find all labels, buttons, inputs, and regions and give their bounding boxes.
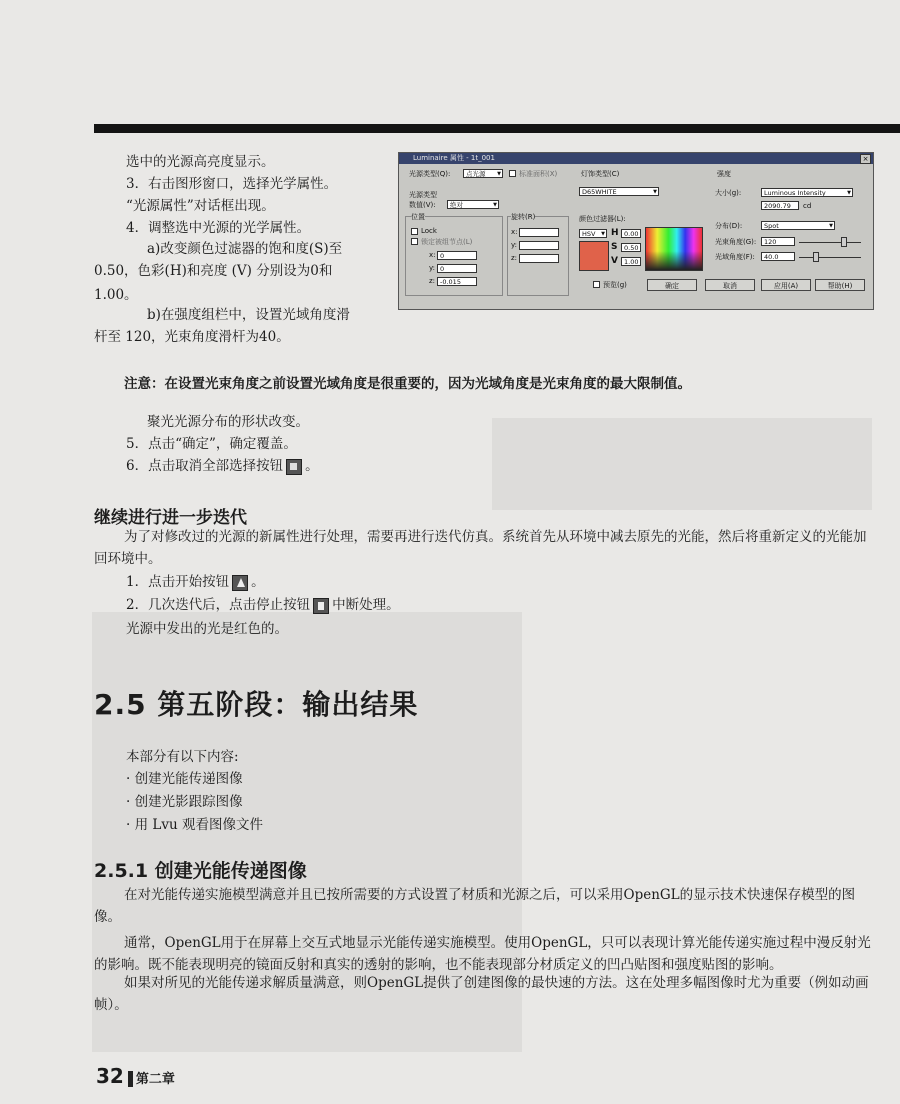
rot-z-field[interactable] bbox=[519, 254, 559, 263]
start-icon bbox=[232, 575, 248, 591]
rot-y-label: y: bbox=[511, 241, 517, 249]
pos-z-field[interactable]: -0.015 bbox=[437, 277, 477, 286]
step-line: 聚光光源分布的形状改变。 bbox=[147, 414, 309, 430]
field-angle-label: 光域角度(F): bbox=[715, 253, 755, 261]
beam-angle-field[interactable]: 120 bbox=[761, 237, 795, 246]
intro-line: 选中的光源高亮度显示。 bbox=[126, 154, 275, 170]
area-checkbox[interactable] bbox=[509, 170, 516, 177]
preview-checkbox[interactable] bbox=[593, 281, 600, 288]
lock-checkbox[interactable] bbox=[411, 228, 418, 235]
value-label: 数值(V): bbox=[409, 201, 436, 209]
lock-node-label: 锁定被组节点(L) bbox=[421, 238, 473, 246]
lamp-type-label: 灯饰类型(C) bbox=[581, 170, 620, 178]
sat-field[interactable]: 0.50 bbox=[621, 243, 641, 252]
filter-mode-select[interactable]: HSV ▼ bbox=[579, 229, 607, 238]
section-title: 2.5 第五阶段：输出结果 bbox=[94, 688, 419, 721]
dialog-title: Luminaire 属性 - 1t_001 bbox=[413, 154, 495, 162]
dialog-titlebar bbox=[399, 153, 873, 164]
page-number: 32 bbox=[96, 1064, 124, 1088]
subsection-title: 2.5.1 创建光能传递图像 bbox=[94, 860, 307, 882]
cancel-button[interactable]: 取消 bbox=[705, 279, 755, 291]
stop-icon bbox=[313, 598, 329, 614]
iterate-step2-suffix: 中断处理。 bbox=[332, 597, 400, 613]
iterate-heading: 继续进行进一步迭代 bbox=[94, 508, 247, 528]
intro-line: 1.00。 bbox=[94, 287, 138, 303]
field-angle-slider[interactable] bbox=[799, 257, 861, 258]
subsection-p2-text: 通常，OpenGL用于在屏幕上交互式地显示光能传递实施模型。使用OpenGL，只可以表现计算光能传递实施过程中漫反射光的影响。既不能表现明亮的镜面反射和真实的透射的影响，也不能表现部分材质定义的凹凸贴图和强度贴图的影响。 bbox=[94, 935, 871, 973]
field-angle-field[interactable]: 40.0 bbox=[761, 252, 795, 261]
luminaire-properties-dialog bbox=[398, 152, 874, 310]
hue-label: H bbox=[611, 228, 619, 238]
iterate-step2 bbox=[126, 596, 400, 614]
deselect-all-icon bbox=[286, 459, 302, 475]
page-footer bbox=[96, 1064, 175, 1088]
intro-line: 3．右击图形窗口，选择光学属性。 bbox=[126, 176, 338, 192]
rot-y-field[interactable] bbox=[519, 241, 559, 250]
apply-button[interactable]: 应用(A) bbox=[761, 279, 811, 291]
area-check-label: 标准面积(X) bbox=[519, 170, 558, 178]
close-icon[interactable]: × bbox=[860, 154, 871, 164]
subsection-p1-text: 在对光能传递实施模型满意并且已按所需要的方式设置了材质和光源之后，可以采用OpenGL的显示技术快速保存模型的图像。 bbox=[94, 887, 856, 925]
size-label: 大小(g): bbox=[715, 189, 742, 197]
distribution-select[interactable]: Spot ▼ bbox=[761, 221, 835, 230]
chapter-label: 第二章 bbox=[135, 1072, 175, 1087]
beam-angle-knob[interactable] bbox=[841, 237, 847, 247]
iterate-step1 bbox=[126, 573, 265, 591]
iterate-para-text: 为了对修改过的光源的新属性进行处理，需要再进行迭代仿真。系统首先从环境中减去原先的光能，然后将重新定义的光能加回环境中。 bbox=[94, 529, 867, 567]
subsection-p1 bbox=[94, 884, 878, 928]
preview-label: 预览(g) bbox=[603, 281, 627, 289]
intro-line: b)在强度组栏中，设置光域角度滑 bbox=[147, 307, 350, 323]
section-bullet: · 创建光能传递图像 bbox=[126, 771, 243, 787]
intro-line: 杆至 120，光束角度滑杆为40。 bbox=[94, 329, 290, 345]
pos-x-label: x: bbox=[429, 251, 436, 259]
subsection-p3-text: 如果对所见的光能传递求解质量满意，则OpenGL提供了创建图像的最快速的方法。这在处理多幅图像时尤为重要（例如动画帧）。 bbox=[94, 975, 869, 1013]
section-bullet: · 创建光影跟踪图像 bbox=[126, 794, 243, 810]
filter-label: 颜色过滤器(L): bbox=[579, 215, 626, 223]
step-line: 5．点击“确定”，确定覆盖。 bbox=[126, 436, 297, 452]
iterate-step1-text: 1．点击开始按钮 bbox=[126, 574, 230, 590]
light-type-label: 光源类型(Q): bbox=[409, 170, 451, 178]
val-label: V bbox=[611, 256, 618, 266]
lamp-type-select[interactable]: D65WHITE ▼ bbox=[579, 187, 659, 196]
pos-y-label: y: bbox=[429, 264, 435, 272]
hue-field[interactable]: 0.00 bbox=[621, 229, 641, 238]
iterate-step2-text: 2．几次迭代后，点击停止按钮 bbox=[126, 597, 311, 613]
size-unit-label: cd bbox=[803, 202, 812, 210]
show-through-block bbox=[492, 418, 872, 510]
val-field[interactable]: 1.00 bbox=[621, 257, 641, 266]
size-value-field[interactable]: 2090.79 bbox=[761, 201, 799, 210]
intro-line: a)改变颜色过滤器的饱和度(S)至 bbox=[147, 241, 343, 257]
intro-line: “光源属性”对话框出现。 bbox=[126, 198, 275, 214]
beam-angle-label: 光束角度(G): bbox=[715, 238, 757, 246]
ok-button[interactable]: 确定 bbox=[647, 279, 697, 291]
pos-x-field[interactable]: 0 bbox=[437, 251, 477, 260]
iterate-result: 光源中发出的光是红色的。 bbox=[126, 621, 288, 637]
sat-label: S bbox=[611, 242, 618, 252]
header-rule bbox=[94, 124, 900, 133]
rot-x-label: x: bbox=[511, 228, 518, 236]
iterate-step1-suffix: 。 bbox=[251, 574, 265, 590]
subsection-p2 bbox=[94, 932, 878, 976]
value-select[interactable]: 绝对 ▼ bbox=[447, 200, 499, 209]
beam-angle-slider[interactable] bbox=[799, 242, 861, 243]
pos-z-label: z: bbox=[429, 277, 436, 285]
step-line bbox=[126, 457, 319, 475]
intro-line: 0.50，色彩(H)和亮度 (V) 分别设为0和 bbox=[94, 263, 333, 279]
position-label: 位置 bbox=[411, 213, 425, 221]
rotation-label: 旋转(R) bbox=[511, 213, 536, 221]
step6-suffix: 。 bbox=[305, 458, 319, 474]
source-type-label: 光源类型 bbox=[409, 191, 437, 199]
intensity-label: 强度 bbox=[717, 170, 731, 178]
size-select[interactable]: Luminous Intensity ▼ bbox=[761, 188, 853, 197]
rot-z-label: z: bbox=[511, 254, 518, 262]
section-intro: 本部分有以下内容: bbox=[126, 749, 239, 765]
lock-label: Lock bbox=[421, 227, 437, 235]
color-swatch bbox=[579, 241, 609, 271]
lock-node-checkbox[interactable] bbox=[411, 238, 418, 245]
light-type-select[interactable]: 点光源 ▼ bbox=[463, 169, 503, 178]
note: 注意：在设置光束角度之前设置光域角度是很重要的，因为光域角度是光束角度的最大限制值。 bbox=[124, 376, 691, 392]
color-spectrum[interactable] bbox=[645, 227, 703, 271]
iterate-paragraph bbox=[94, 526, 878, 570]
help-button[interactable]: 帮助(H) bbox=[815, 279, 865, 291]
field-angle-knob[interactable] bbox=[813, 252, 819, 262]
pos-y-field[interactable]: 0 bbox=[437, 264, 477, 273]
rot-x-field[interactable] bbox=[519, 228, 559, 237]
intro-line: 4．调整选中光源的光学属性。 bbox=[126, 220, 311, 236]
footer-bar bbox=[128, 1071, 133, 1087]
distribution-label: 分布(D): bbox=[715, 222, 743, 230]
section-bullet: · 用 Lvu 观看图像文件 bbox=[126, 817, 263, 833]
subsection-p3 bbox=[94, 972, 878, 1016]
step6-text: 6．点击取消全部选择按钮 bbox=[126, 458, 284, 474]
